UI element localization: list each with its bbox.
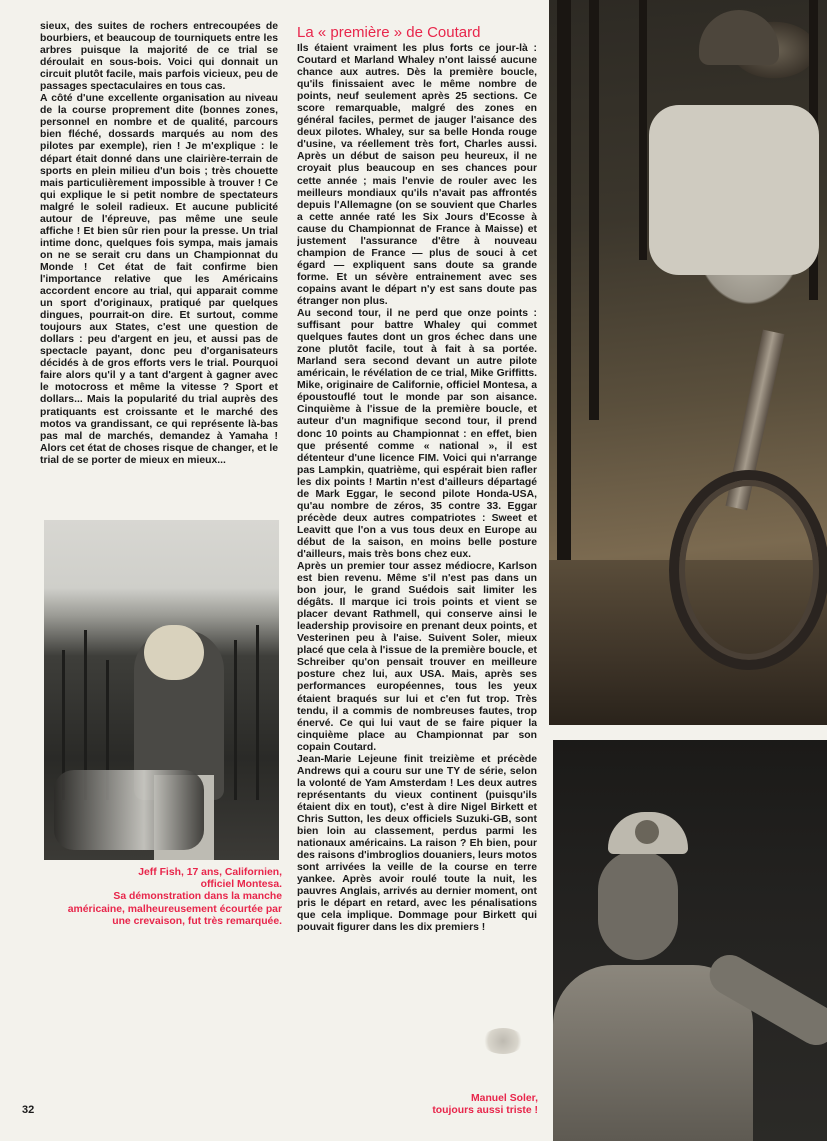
article-column-left xyxy=(40,21,278,511)
rider-hair xyxy=(144,625,204,680)
photo-manuel-soler xyxy=(553,740,827,1141)
tree-trunk xyxy=(557,0,571,560)
paragraph: sieux, des suites de rochers entrecoupées de bourbiers, et beaucoup de tourniquets entre les arbres puisque la majorité de ce trial se déroulait en sous-bois. Voici qui donnait un circuit plutôt facile, mais parfois vicieux, peu de passages spectaculaires en tous cas. xyxy=(40,21,278,93)
paragraph: Après un premier tour assez médiocre, Karlson est bien revenu. Même s'il n'est pas dans un bon jour, le grand Suédois sait limiter les dégâts. Il marque ici trois points et vient se placer devant Rathmell, qui conserve ainsi le leadership provisoire en prenant deux points, et Vesterinen peu à l'aise. Suivent Soler, mieux placé que cela à l'issue de la première boucle, et Schreiber qu'on pensait trouver en meilleure posture chez lui, aux USA. Mais, après ses performances européennes, tous les yeux étaient braqués sur lui et c'en fut trop. Très tendu, il a commis de nombreuses fautes, trop énervé. Ce qui lui vaut de se faire piquer la cinquième place au Championnat par son copain Coutard. xyxy=(297,561,537,753)
caption-line: Manuel Soler, xyxy=(471,1093,538,1104)
tree xyxy=(256,625,259,800)
caption-line: toujours aussi triste ! xyxy=(432,1105,538,1117)
section-heading: La « première » de Coutard xyxy=(297,24,481,41)
caption-line: américaine, malheureusement écourtée par xyxy=(67,903,282,915)
paragraph: Ils étaient vraiment les plus forts ce jour-là : Coutard et Marland Whaley n'ont laissé aucune chance aux autres. Dès la première boucle, qu'ils finissaient avec le même nombre de points, neuf seulement après 25 sections. Ce score remarquable, malgré des zones en général faciles, permet de jauger l'aisance des deux pilotes. Whaley, sur sa belle Honda rouge d'usine, va réellement très fort, Charles aussi. Après un début de saison peu heureux, il ne croyait plus beaucoup en ses chances pour cette année ; mais l'envie de rouler avec les meilleurs mondiaux qu'ils n'avait pas affrontés depuis l'Allemagne (on se souvient que Charles a cette année raté les Six Jours d'Ecosse à cause du Championnat de France à Maisse) et justement l'assurance d'être à nouveau champion de France — plus de souci à cet égard — expliquent sans doute sa grande forme. Et un sévère entrainement avec ses copains avant le départ n'y est sans doute pas étranger non plus. xyxy=(297,43,537,307)
paragraph: A côté d'une excellente organisation au niveau de la course proprement dite (bonnes zones, personnel en nombre et de qualité, parcours bien fléché, dossards marqués au nom des pilotes par exemple), rien ! Je m'explique : le départ était donné dans une clairière-terrain de sports en plein milieu d'un bois ; très chouette mais particulièrement impossible à trouver ! Ce qui explique le si petit nombre de spectateurs malgré le soleil radieux. Et aucune publicité autour de l'épreuve, pas même une seule affiche ! Et bien sûr rien pour la presse. Un trial intime donc, quelques fois sympa, mais jamais on ne se serait cru dans un Championnat du Monde ! Cet état de fait confirme bien l'importance relative que les Américains accordent encore au trial, qui apparait comme un sport d'originaux, pratiqué par quelques dingues, pourrait-on dire. Et surtout, comme toujours aux States, c'est une question de dollars : peu d'argent en jeu, et aussi pas de spectacle payant, donc peu d'organisateurs décidés à de gros efforts vers le trial. Pourquoi faire alors qu'il y a tant d'argent à gagner avec le motocross et même la vitesse ? Sport et dollars... Mais la popularité du trial auprès des pratiquants est croissante et le marché des motos va grandissant, ce qui représente là-bas pas mal de marchés, demandez à Yamaha ! Alors cet état de choses risque de changer, et le trial de se porter de mieux en mieux... xyxy=(40,93,278,466)
ink-smudge xyxy=(482,1028,524,1054)
motorcycle-wheel xyxy=(669,470,827,670)
photo-jeff-fish xyxy=(44,520,279,860)
rider-shirt xyxy=(649,105,819,275)
tree xyxy=(234,640,237,800)
caption-line: officiel Montesa. xyxy=(200,879,282,891)
photo-trial-rider xyxy=(549,0,827,725)
paragraph: Au second tour, il ne perd que onze points : suffisant pour battre Whaley qui commet quelques fautes dont un gros échec dans une zone plutôt facile, tout à fait à sa portée. Marland sera second devant un autre pilote américain, le révélation de ce trial, Mike Griffitts. Mike, originaire de Californie, officiel Montesa, a époustouflé tout le monde par son aisance. Cinquième à l'issue de la première boucle, et auteur d'un magnifique second tour, il prend donc 10 points au Championnat : en effet, bien que présenté comme « national », il est détenteur d'une licence FIM. Voici qui n'arrange pas Lampkin, quatrième, qui espérait bien rafler les dix points ! Martin n'est d'ailleurs départagé de Mark Eggar, le second pilote Honda-USA, qu'au nombre de zéros, 35 contre 33. Eggar précède deux autres compatriotes : Sweet et Leavitt que l'on a vus tous deux en Europe au début de la saison, en moins belle posture d'ailleurs, mais très bons chez eux. xyxy=(297,308,537,560)
photo-caption-jeff xyxy=(44,867,282,928)
motorcycle xyxy=(54,770,204,850)
cap-badge xyxy=(635,820,659,844)
caption-line: Sa démonstration dans la manche xyxy=(113,891,282,903)
soler-face xyxy=(598,850,678,960)
paragraph: Jean-Marie Lejeune finit treizième et précède Andrews qui a couru sur une TY de série, selon la volonté de Yam Amsterdam ! Les deux autres représentants du vieux continent (puisqu'ils étaient dix en tout), c'est à dire Nigel Birkett et Chris Sutton, les deux officiels Suzuki-GB, sont bien loin au classement, perdus parmi les nationaux américains. La raison ? Eh bien, pour des raisons d'imbroglios douaniers, leurs motos sont arrivées la veille de la course en terre yankee. Après avoir roulé toute la nuit, les pauvres Anglais, arrivés au dernier moment, ont pris le départ en retard, avec les pénalisations que cela implique. Dommage pour Birkett qui pouvait figurer dans les dix premiers ! xyxy=(297,753,537,934)
rider-helmet xyxy=(699,10,779,65)
article-column-middle xyxy=(297,24,537,984)
caption-line: une crevaison, fut très remarquée. xyxy=(112,915,282,927)
caption-line: Jeff Fish, 17 ans, Californien, xyxy=(138,867,282,878)
photo-caption-soler xyxy=(400,1093,538,1117)
tree-trunk xyxy=(639,0,647,260)
page-number: 32 xyxy=(22,1104,35,1116)
tree-trunk xyxy=(589,0,599,420)
